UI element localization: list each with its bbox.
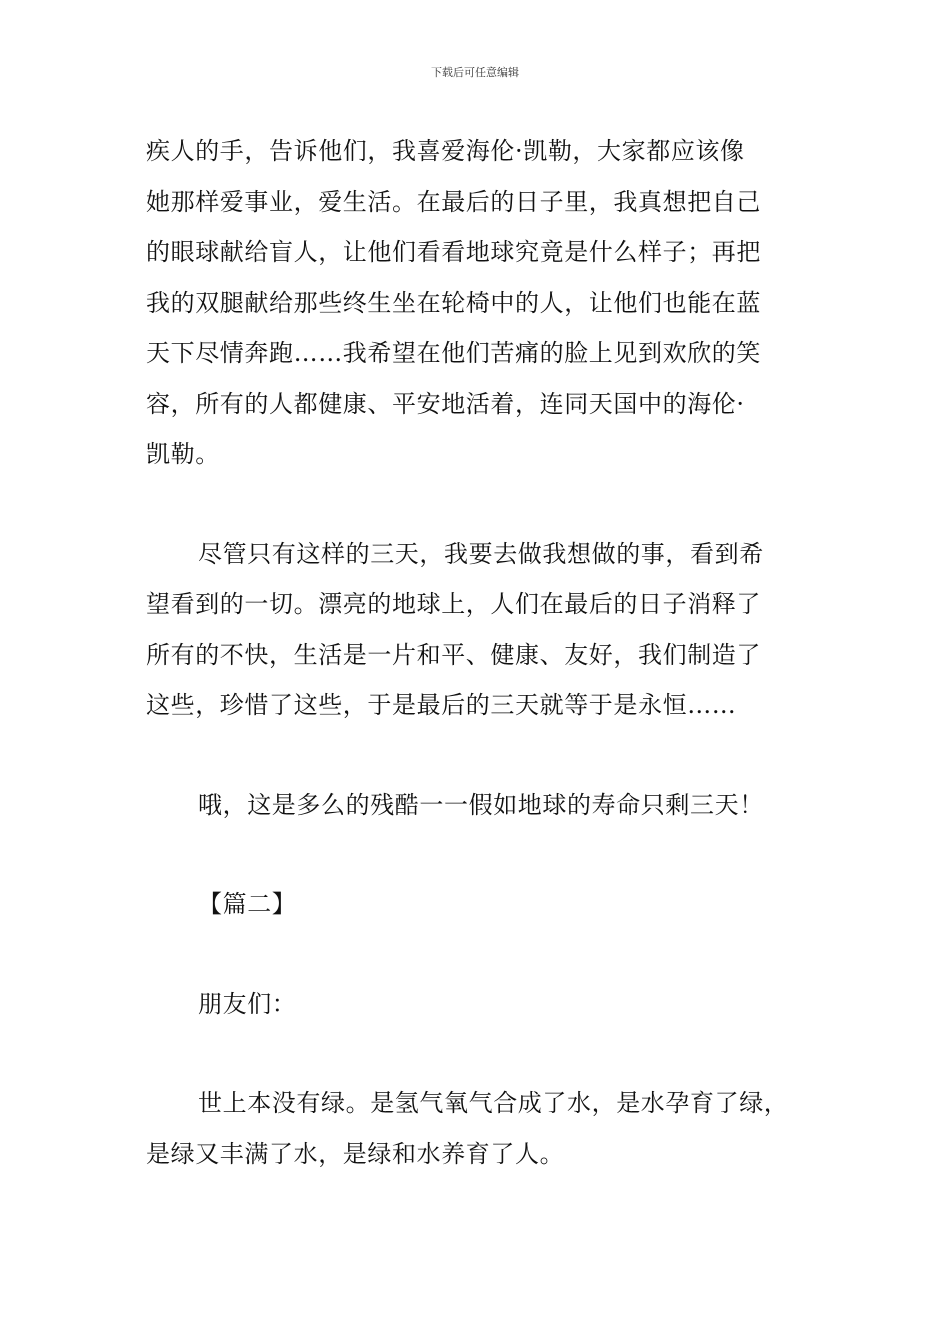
text-line: 望看到的一切。漂亮的地球上，人们在最后的日子消释了: [146, 590, 761, 618]
section-title: 【篇二】: [198, 890, 297, 918]
page-header: 下载后可任意编辑: [431, 66, 519, 79]
text-line: 她那样爱事业，爱生活。在最后的日子里，我真想把自己: [146, 187, 761, 216]
text-line: 天下尽情奔跑……我希望在他们苦痛的脸上见到欢欣的笑: [146, 339, 761, 367]
text-line: 疾人的手，告诉他们，我喜爱海伦·凯勒，大家都应该像: [146, 137, 745, 165]
text-line: 是绿又丰满了水，是绿和水养育了人。: [146, 1139, 565, 1168]
paragraph-gap: [146, 480, 816, 529]
section-heading: [146, 879, 816, 930]
paragraph-gap: [146, 930, 816, 979]
paragraph-3: [146, 780, 816, 831]
text-line: 的眼球献给盲人，让他们看看地球究竟是什么样子；再把: [146, 238, 761, 266]
text-line: 尽管只有这样的三天，我要去做我想做的事，看到希: [198, 539, 764, 568]
text-line: 朋友们：: [198, 989, 297, 1018]
text-line: 所有的不快，生活是一片和平、健康、友好，我们制造了: [146, 640, 761, 669]
text-line: 这些，珍惜了这些，于是最后的三天就等于是永恒……: [146, 691, 737, 719]
paragraph-2: [146, 529, 816, 731]
text-line: 世上本没有绿。是氢气氧气合成了水，是水孕育了绿，: [198, 1089, 789, 1117]
paragraph-gap: [146, 830, 816, 879]
text-line: 我的双腿献给那些终生坐在轮椅中的人，让他们也能在蓝: [146, 288, 761, 317]
paragraph-gap: [146, 731, 816, 780]
greeting: [146, 979, 816, 1030]
text-line: 哦，这是多么的残酷一一假如地球的寿命只剩三天！: [198, 790, 764, 819]
document-body: [146, 126, 816, 1179]
paragraph-1: [146, 126, 816, 480]
text-line: 容，所有的人都健康、平安地活着，连同天国中的海伦·: [146, 389, 745, 418]
paragraph-gap: [146, 1029, 816, 1078]
paragraph-4: [146, 1078, 816, 1179]
text-line: 凯勒。: [146, 440, 220, 468]
